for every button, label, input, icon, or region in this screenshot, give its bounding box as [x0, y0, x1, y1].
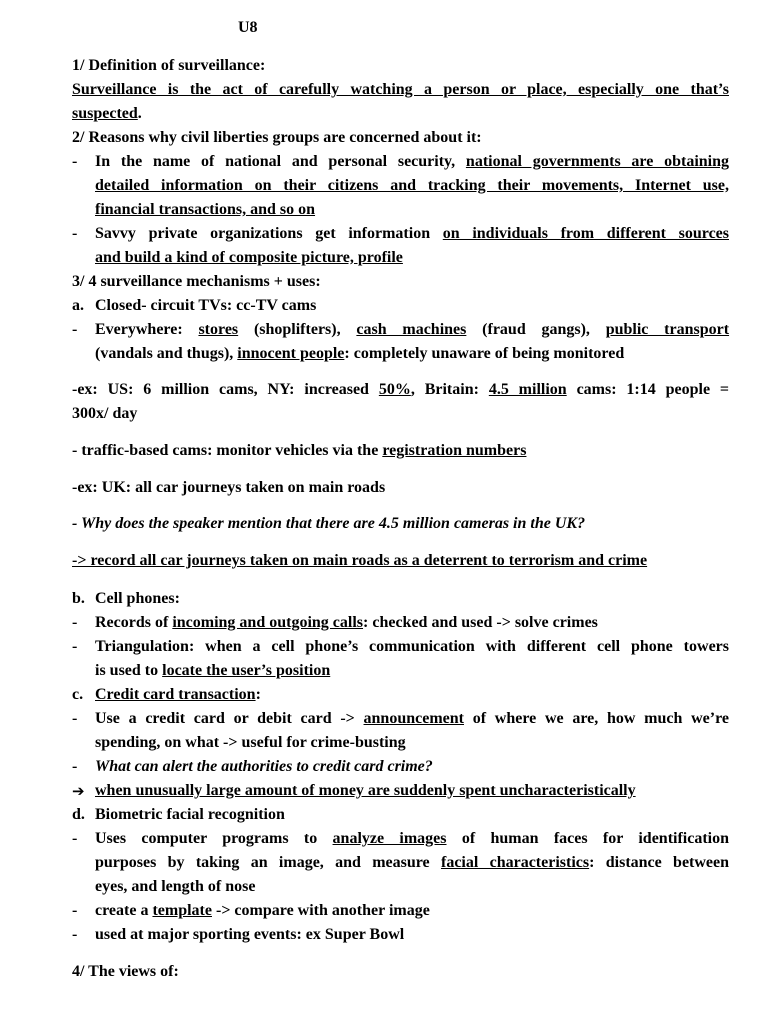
credit-text: of where we are, how much we’re	[472, 710, 730, 727]
traffic-cams-line	[72, 441, 729, 461]
item-b-title: Cell phones:	[95, 590, 180, 607]
cctv-stores: stores	[198, 321, 239, 338]
reason-1-line-1	[95, 152, 729, 172]
cell-calls: incoming and outgoing calls	[172, 614, 364, 631]
definition-period: .	[137, 105, 142, 122]
sporting-events-line: used at major sporting events: ex Super Bowl	[95, 926, 405, 943]
cctv-text: (fraud gangs),	[482, 321, 590, 338]
item-d-title: Biometric facial recognition	[95, 806, 285, 823]
cell-records-line	[95, 613, 729, 633]
uk-example-line: -ex: UK: all car journeys taken on main roads	[72, 479, 386, 496]
triangulation-line-1	[95, 637, 729, 657]
cctv-innocent-people: innocent people	[237, 345, 345, 362]
biometric-line-2	[95, 853, 729, 873]
cctv-text: (shoplifters),	[253, 321, 341, 338]
cell-text: : checked and used -> solve crimes	[363, 614, 598, 631]
template-line	[95, 901, 729, 921]
answer-text: when unusually large amount of money are suddenly spent uncharacteristically	[95, 782, 636, 799]
cctv-text: : completely unaware of being monitored	[344, 345, 625, 362]
reason-1-line-3	[95, 200, 729, 220]
template-text: -> compare with another image	[215, 902, 430, 919]
example-percent: 50%	[378, 381, 411, 398]
cell-text: Records of	[95, 614, 169, 631]
item-c-colon: :	[255, 686, 261, 703]
credit-text: Use a credit card or debit card ->	[95, 710, 355, 727]
bullet-marker: -	[72, 902, 78, 919]
biometric-facial: facial characteristics	[440, 854, 590, 871]
cctv-example-line-1	[72, 380, 729, 400]
section-4-heading: 4/ The views of:	[72, 963, 179, 980]
triangulation-line-2	[95, 661, 729, 681]
example-britain-count: 4.5 million	[488, 381, 567, 398]
example-text: cams: 1:14 people =	[576, 381, 730, 398]
reason-1-line-2	[95, 176, 729, 196]
bullet-marker: -	[72, 710, 78, 727]
reason-1-underline-1: national governments are obtaining	[465, 153, 729, 170]
cctv-uses-line-2	[95, 344, 729, 364]
traffic-registration: registration numbers	[382, 442, 527, 459]
triangulation-text: Triangulation: when a cell phone’s communication with different cell phone towers	[95, 638, 729, 655]
item-c-marker: c.	[72, 686, 84, 703]
credit-card-line-2: spending, on what -> useful for crime-busting	[95, 734, 406, 751]
template-text: create a	[95, 902, 149, 919]
answer-uk-cameras	[72, 551, 729, 571]
credit-card-line-1	[95, 709, 729, 729]
cctv-uses-line-1	[95, 320, 729, 340]
section-2-heading: 2/ Reasons why civil liberties groups are concerned about it:	[72, 129, 482, 146]
cctv-cash-machines: cash machines	[356, 321, 467, 338]
biometric-text: of human faces for identification	[461, 830, 730, 847]
section-3-heading: 3/ 4 surveillance mechanisms + uses:	[72, 273, 321, 290]
question-credit-card: What can alert the authorities to credit card crime?	[95, 758, 433, 775]
biometric-text: Uses computer programs to	[95, 830, 318, 847]
reason-2-line-2	[95, 248, 729, 268]
section-1-heading: 1/ Definition of surveillance:	[72, 57, 266, 74]
reason-2-underline-1: on individuals from different sources	[442, 225, 730, 242]
definition-line-2	[72, 104, 729, 124]
reason-2-underline-2: and build a kind of composite picture, profile	[95, 249, 403, 266]
credit-announcement: announcement	[363, 710, 464, 727]
item-c-title	[95, 685, 729, 705]
reason-2-line-1	[95, 224, 729, 244]
bullet-marker: -	[72, 638, 78, 655]
bullet-marker: -	[72, 614, 78, 631]
definition-text: Surveillance is the act of carefully watching a person or place, especially one that’s	[72, 81, 729, 98]
item-a-title: Closed- circuit TVs: cc-TV cams	[95, 297, 317, 314]
question-uk-cameras: - Why does the speaker mention that there are 4.5 million cameras in the UK?	[72, 515, 586, 532]
bullet-marker: -	[72, 830, 78, 847]
biometric-line-3: eyes, and length of nose	[95, 878, 256, 895]
item-b-marker: b.	[72, 590, 85, 607]
reason-1-text: In the name of national and personal security,	[95, 153, 456, 170]
cctv-example-line-2: 300x/ day	[72, 405, 138, 422]
bullet-marker: -	[72, 153, 78, 170]
example-text: -ex: US: 6 million cams, NY: increased	[72, 381, 369, 398]
cctv-text: Everywhere:	[95, 321, 183, 338]
biometric-text: purposes by taking an image, and measure	[95, 854, 430, 871]
cctv-text: (vandals and thugs),	[95, 345, 234, 362]
item-c-title-text: Credit card transaction	[95, 686, 256, 703]
example-text: , Britain:	[410, 381, 479, 398]
biometric-text: : distance between	[589, 854, 730, 871]
item-a-marker: a.	[72, 297, 84, 314]
biometric-line-1	[95, 829, 729, 849]
definition-line-1	[72, 80, 729, 100]
triangulation-locate: locate the user’s position	[162, 662, 331, 679]
traffic-text: - traffic-based cams: monitor vehicles via the	[72, 442, 379, 459]
document-title: U8	[238, 19, 258, 36]
bullet-marker: -	[72, 321, 78, 338]
bullet-marker: -	[72, 926, 78, 943]
template-word: template	[152, 902, 212, 919]
bullet-marker: -	[72, 225, 78, 242]
bullet-marker: -	[72, 758, 78, 775]
item-d-marker: d.	[72, 806, 85, 823]
answer-text: -> record all car journeys taken on main roads as a deterrent to terrorism and crime	[72, 552, 648, 569]
cctv-public-transport: public transport	[605, 321, 730, 338]
definition-text-end: suspected	[72, 105, 138, 122]
arrow-right-icon: ➔	[72, 782, 85, 800]
reason-1-underline-3: financial transactions, and so on	[95, 201, 316, 218]
reason-2-text: Savvy private organizations get information	[95, 225, 431, 242]
biometric-analyze: analyze images	[332, 830, 447, 847]
triangulation-text: is used to	[95, 662, 159, 679]
answer-credit-card	[95, 781, 729, 801]
reason-1-underline-2: detailed information on their citizens and tracking their movements, Internet use,	[95, 177, 729, 194]
